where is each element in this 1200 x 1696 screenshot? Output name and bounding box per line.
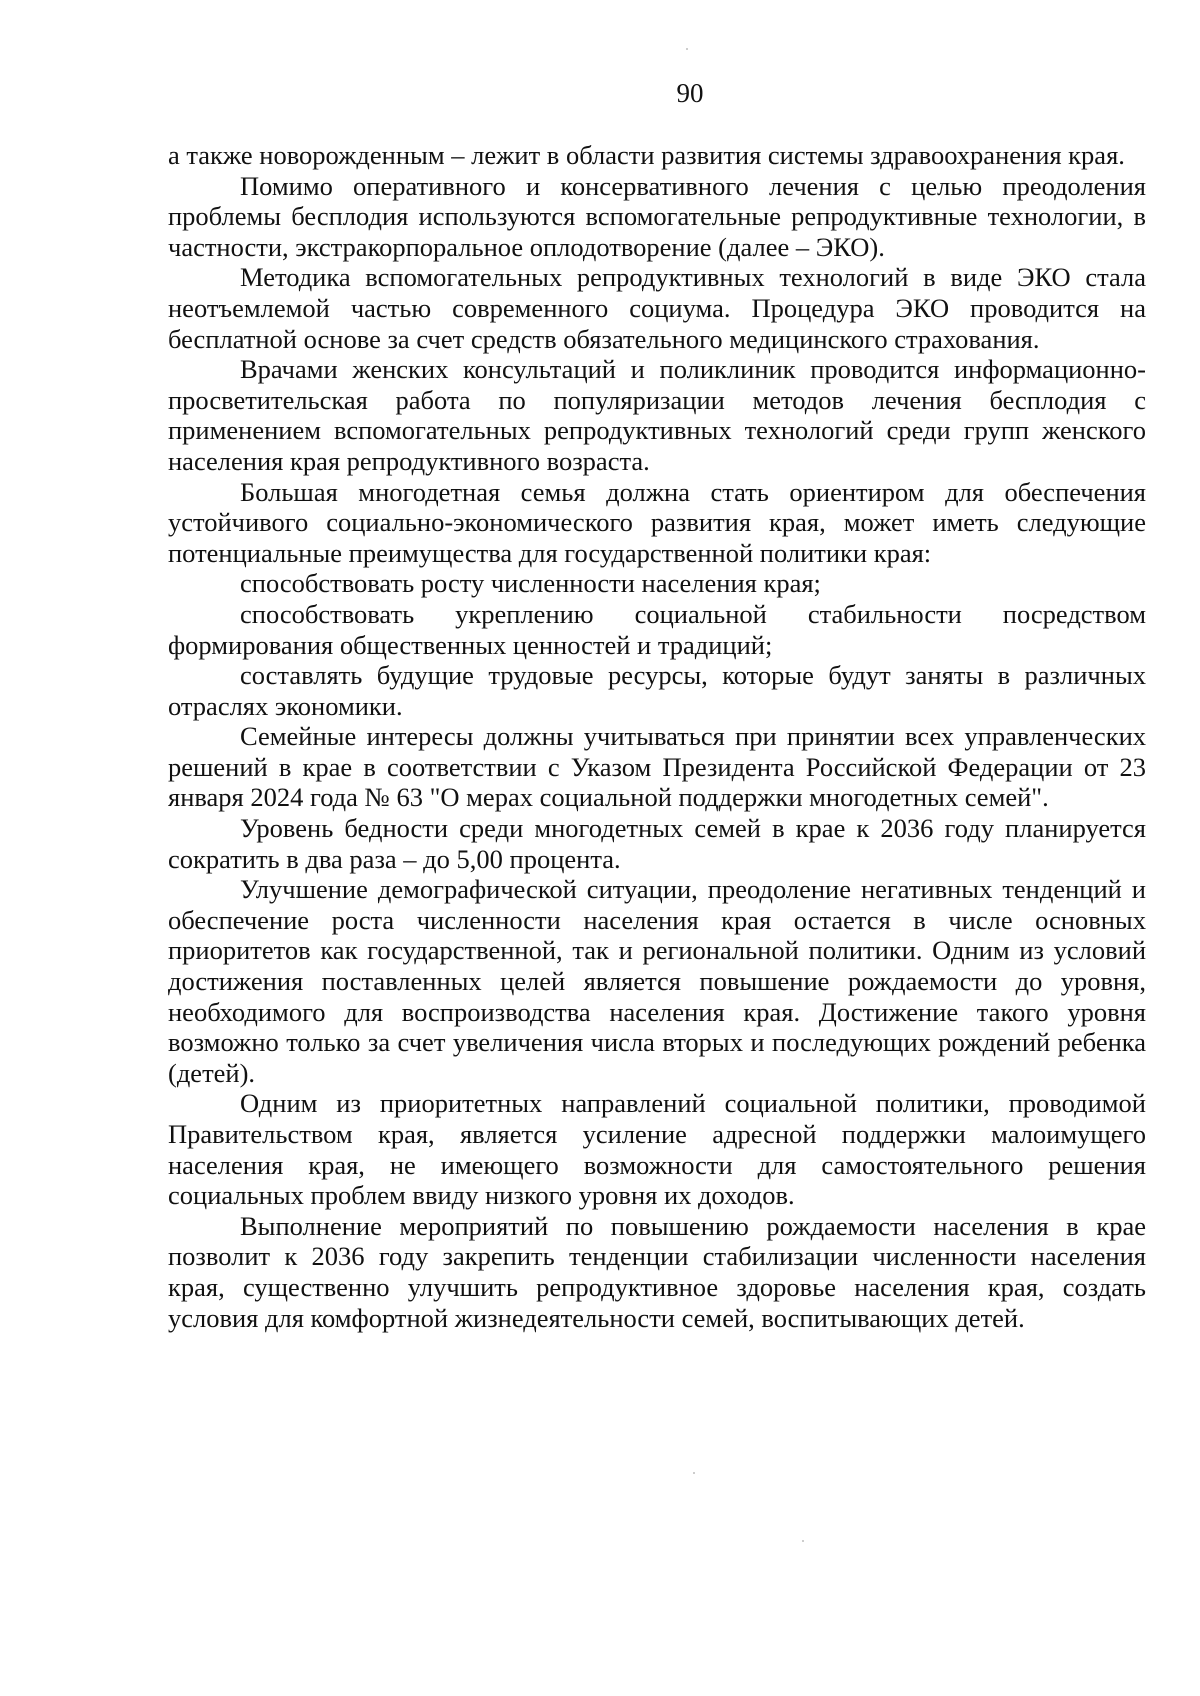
- scan-speck: [693, 1472, 695, 1474]
- list-item-social-stability: способствовать укреплению социальной стабильности посредством формирования общественных ценностей и традиций;: [168, 598, 1146, 660]
- paragraph-poverty-level: Уровень бедности среди многодетных семей в крае к 2036 году планируется сократить в два раза – до 5,00 процента.: [168, 813, 1146, 874]
- paragraph-large-family: Большая многодетная семья должна стать ориентиром для обеспечения устойчивого социально-экономического развития края, может иметь следующие потенциальные преимущества для государственной политики края:: [168, 476, 1146, 568]
- paragraph-demographic-situation: Улучшение демографической ситуации, преодоление негативных тенденций и обеспечение роста численности населения края остается в числе основных приоритетов как государственной, так и региональной политики. Одним из условий достижения поставленных целей является повышение рождаемости до уровня, необходимого для воспроизводства населения края. Достижение такого уровня возможно только за счет увеличения числа вторых и последующих рождений ребенка (детей).: [168, 874, 1146, 1088]
- list-item-labor-resources: составлять будущие трудовые ресурсы, которые будут заняты в различных отраслях экономики.: [168, 660, 1146, 721]
- paragraph-ivf-procedure: Методика вспомогательных репродуктивных технологий в виде ЭКО стала неотъемлемой частью современного социума. Процедура ЭКО проводится на бесплатной основе за счет средств обязательного медицинского страхования.: [168, 262, 1146, 354]
- paragraph-continuation: а также новорожденным – лежит в области развития системы здравоохранения края.: [168, 140, 1125, 170]
- paragraph-birth-rate-measures: Выполнение мероприятий по повышению рождаемости населения в крае позволит к 2036 году закрепить тенденции стабилизации численности населения края, существенно улучшить репродуктивное здоровье населения края, создать условия для комфортной жизнедеятельности семей, воспитывающих детей.: [168, 1210, 1146, 1333]
- paragraph-family-interests: Семейные интересы должны учитываться при принятии всех управленческих решений в крае в соответствии с Указом Президента Российской Федерации от 23 января 2024 года № 63 "О мерах социальной поддержки многодетных семей".: [168, 721, 1146, 813]
- paragraph-awareness-work: Врачами женских консультаций и поликлиник проводится информационно-просветительская работа по популяризации методов лечения бесплодия с применением вспомогательных репродуктивных технологий среди групп женского населения края репродуктивного возраста.: [168, 354, 1146, 476]
- paragraph-social-policy: Одним из приоритетных направлений социальной политики, проводимой Правительством края, является усиление адресной поддержки малоимущего населения края, не имеющего возможности для самостоятельного решения социальных проблем ввиду низкого уровня их доходов.: [168, 1088, 1146, 1211]
- scan-speck: [686, 48, 688, 50]
- list-item-population-growth: способствовать росту численности населения края;: [240, 568, 821, 599]
- scan-speck: [802, 1540, 804, 1542]
- paragraph-ivf-methods: Помимо оперативного и консервативного лечения с целью преодоления проблемы бесплодия используются вспомогательные репродуктивные технологии, в частности, экстракорпоральное оплодотворение (далее – ЭКО).: [168, 170, 1146, 262]
- page-number: 90: [676, 78, 704, 108]
- document-body: [168, 140, 1146, 1333]
